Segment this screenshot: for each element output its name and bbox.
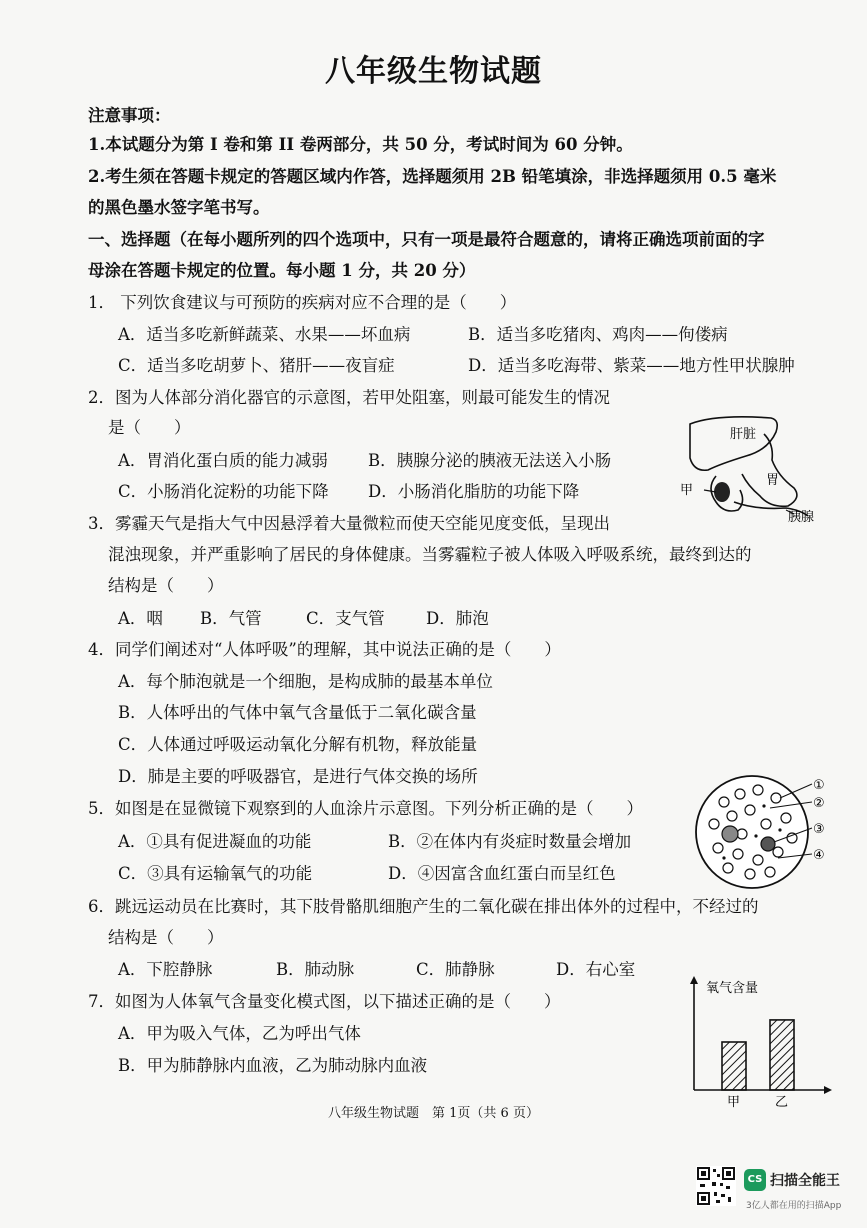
- q4-option-c: C．人体通过呼吸运动氧化分解有机物，释放能量: [118, 735, 478, 754]
- q3-option-a: A．咽: [118, 609, 163, 628]
- scanner-brand-name: 扫描全能王: [770, 1173, 840, 1189]
- q4-option-a: A．每个肺泡就是一个细胞，是构成肺的最基本单位: [118, 672, 493, 691]
- x-axis-arrow: [824, 1086, 832, 1094]
- q1-stem: 1． 下列饮食建议与可预防的疾病对应不合理的是（ ）: [88, 293, 517, 312]
- notice-item-1: 1.本试题分为第 I 卷和第 II 卷两部分，共 50 分，考试时间为 60 分钟。: [88, 135, 633, 154]
- tick-label-jia: 甲: [727, 1095, 741, 1110]
- bar-yi: [770, 1020, 794, 1090]
- q5-option-b: B．②在体内有炎症时数量会增加: [388, 832, 632, 851]
- q4-option-b: B．人体呼出的气体中氧气含量低于二氧化碳含量: [118, 703, 477, 722]
- q6-option-d: D．右心室: [556, 960, 636, 979]
- stomach-shape: [742, 434, 797, 506]
- q3-stem-3: 结构是（ ）: [108, 576, 224, 595]
- stomach-label: 胃: [766, 473, 780, 488]
- liver-shape: [690, 417, 777, 470]
- notice-item-2a: 2.考生须在答题卡规定的答题区域内作答，选择题须用 2B 铅笔填涂，非选择题须用 0.5 毫米: [88, 167, 777, 186]
- q7-option-b: B．甲为肺静脉内血液，乙为肺动脉内血液: [118, 1056, 428, 1075]
- section-heading-1: 一、选择题（在每小题所列的四个选项中，只有一项是最符合题意的，请将正确选项前面的字: [88, 230, 765, 249]
- jia-label: 甲: [680, 483, 694, 498]
- q6-option-c: C．肺静脉: [416, 960, 495, 979]
- white-blood-cell-2: [761, 837, 775, 851]
- pancreas-label: 胰腺: [788, 510, 815, 525]
- q5-option-d: D．④因富含血红蛋白而呈红色: [388, 864, 616, 883]
- q1-option-d: D．适当多吃海带、紫菜——地方性甲状腺肿: [468, 356, 795, 375]
- gallbladder-shape: [714, 482, 730, 502]
- q3-stem-2: 混浊现象，并严重影响了居民的身体健康。当雾霾粒子被人体吸入呼吸系统，最终到达的: [108, 545, 752, 564]
- notice-heading: 注意事项：: [88, 106, 171, 125]
- q3-stem-1: 3．雾霾天气是指大气中因悬浮着大量微粒而使天空能见度变低，呈现出: [88, 514, 610, 533]
- q4-stem: 4．同学们阐述对“人体呼吸”的理解，其中说法正确的是（ ）: [88, 640, 561, 659]
- label-3: ③: [813, 822, 825, 837]
- q6-stem-1: 6．跳远运动员在比赛时，其下肢骨骼肌细胞产生的二氧化碳在排出体外的过程中，不经过的: [88, 897, 759, 916]
- label-1: ①: [813, 778, 825, 793]
- oxygen-content-chart: [680, 972, 840, 1122]
- scanner-tagline: 3亿人都在用的扫描App: [746, 1201, 842, 1211]
- q4-option-d: D．肺是主要的呼吸器官，是进行气体交换的场所: [118, 767, 478, 786]
- liver-label: 肝脏: [730, 427, 757, 442]
- q2-option-d: D．小肠消化脂肪的功能下降: [368, 482, 580, 501]
- y-axis-arrow: [690, 976, 698, 984]
- page-footer: 八年级生物试题 第 1页（共 6 页）: [328, 1106, 539, 1121]
- q6-option-b: B．肺动脉: [276, 960, 355, 979]
- q2-stem-1: 2．图为人体部分消化器官的示意图，若甲处阻塞，则最可能发生的情况: [88, 388, 610, 407]
- q2-stem-2: 是（ ）: [108, 418, 191, 437]
- q6-option-a: A．下腔静脉: [118, 960, 213, 979]
- q2-option-b: B．胰腺分泌的胰液无法送入小肠: [368, 451, 612, 470]
- q5-option-a: A．①具有促进凝血的功能: [118, 832, 312, 851]
- q6-stem-2: 结构是（ ）: [108, 928, 224, 947]
- q7-stem: 7．如图为人体氧气含量变化模式图，以下描述正确的是（ ）: [88, 992, 561, 1011]
- section-heading-2: 母涂在答题卡规定的位置。每小题 1 分，共 20 分）: [88, 261, 476, 280]
- q2-option-a: A．胃消化蛋白质的能力减弱: [118, 451, 328, 470]
- page-title: 八年级生物试题: [325, 54, 542, 89]
- notice-item-2b: 的黑色墨水签字笔书写。: [88, 198, 270, 217]
- white-blood-cell: [722, 826, 738, 842]
- q3-option-d: D．肺泡: [426, 609, 489, 628]
- q1-option-b: B．适当多吃猪肉、鸡肉——佝偻病: [468, 325, 728, 344]
- label-2: ②: [813, 796, 825, 811]
- q1-option-c: C．适当多吃胡萝卜、猪肝——夜盲症: [118, 356, 395, 375]
- qr-code-icon: [696, 1166, 736, 1206]
- q1-option-a: A．适当多吃新鲜蔬菜、水果——坏血病: [118, 325, 411, 344]
- digestive-organs-figure: [676, 410, 826, 528]
- q3-option-c: C．支气管: [306, 609, 385, 628]
- tick-label-yi: 乙: [775, 1095, 789, 1110]
- y-axis-label: 氧气含量: [706, 981, 759, 996]
- q5-option-c: C．③具有运输氧气的功能: [118, 864, 313, 883]
- q7-option-a: A．甲为吸入气体，乙为呼出气体: [118, 1024, 361, 1043]
- scanner-logo-icon: CS: [744, 1169, 766, 1191]
- bar-jia: [722, 1042, 746, 1090]
- blood-smear-figure: [694, 768, 834, 896]
- label-4: ④: [813, 848, 825, 863]
- q2-option-c: C．小肠消化淀粉的功能下降: [118, 482, 329, 501]
- q3-option-b: B．气管: [200, 609, 262, 628]
- q5-stem: 5．如图是在显微镜下观察到的人血涂片示意图。下列分析正确的是（ ）: [88, 799, 643, 818]
